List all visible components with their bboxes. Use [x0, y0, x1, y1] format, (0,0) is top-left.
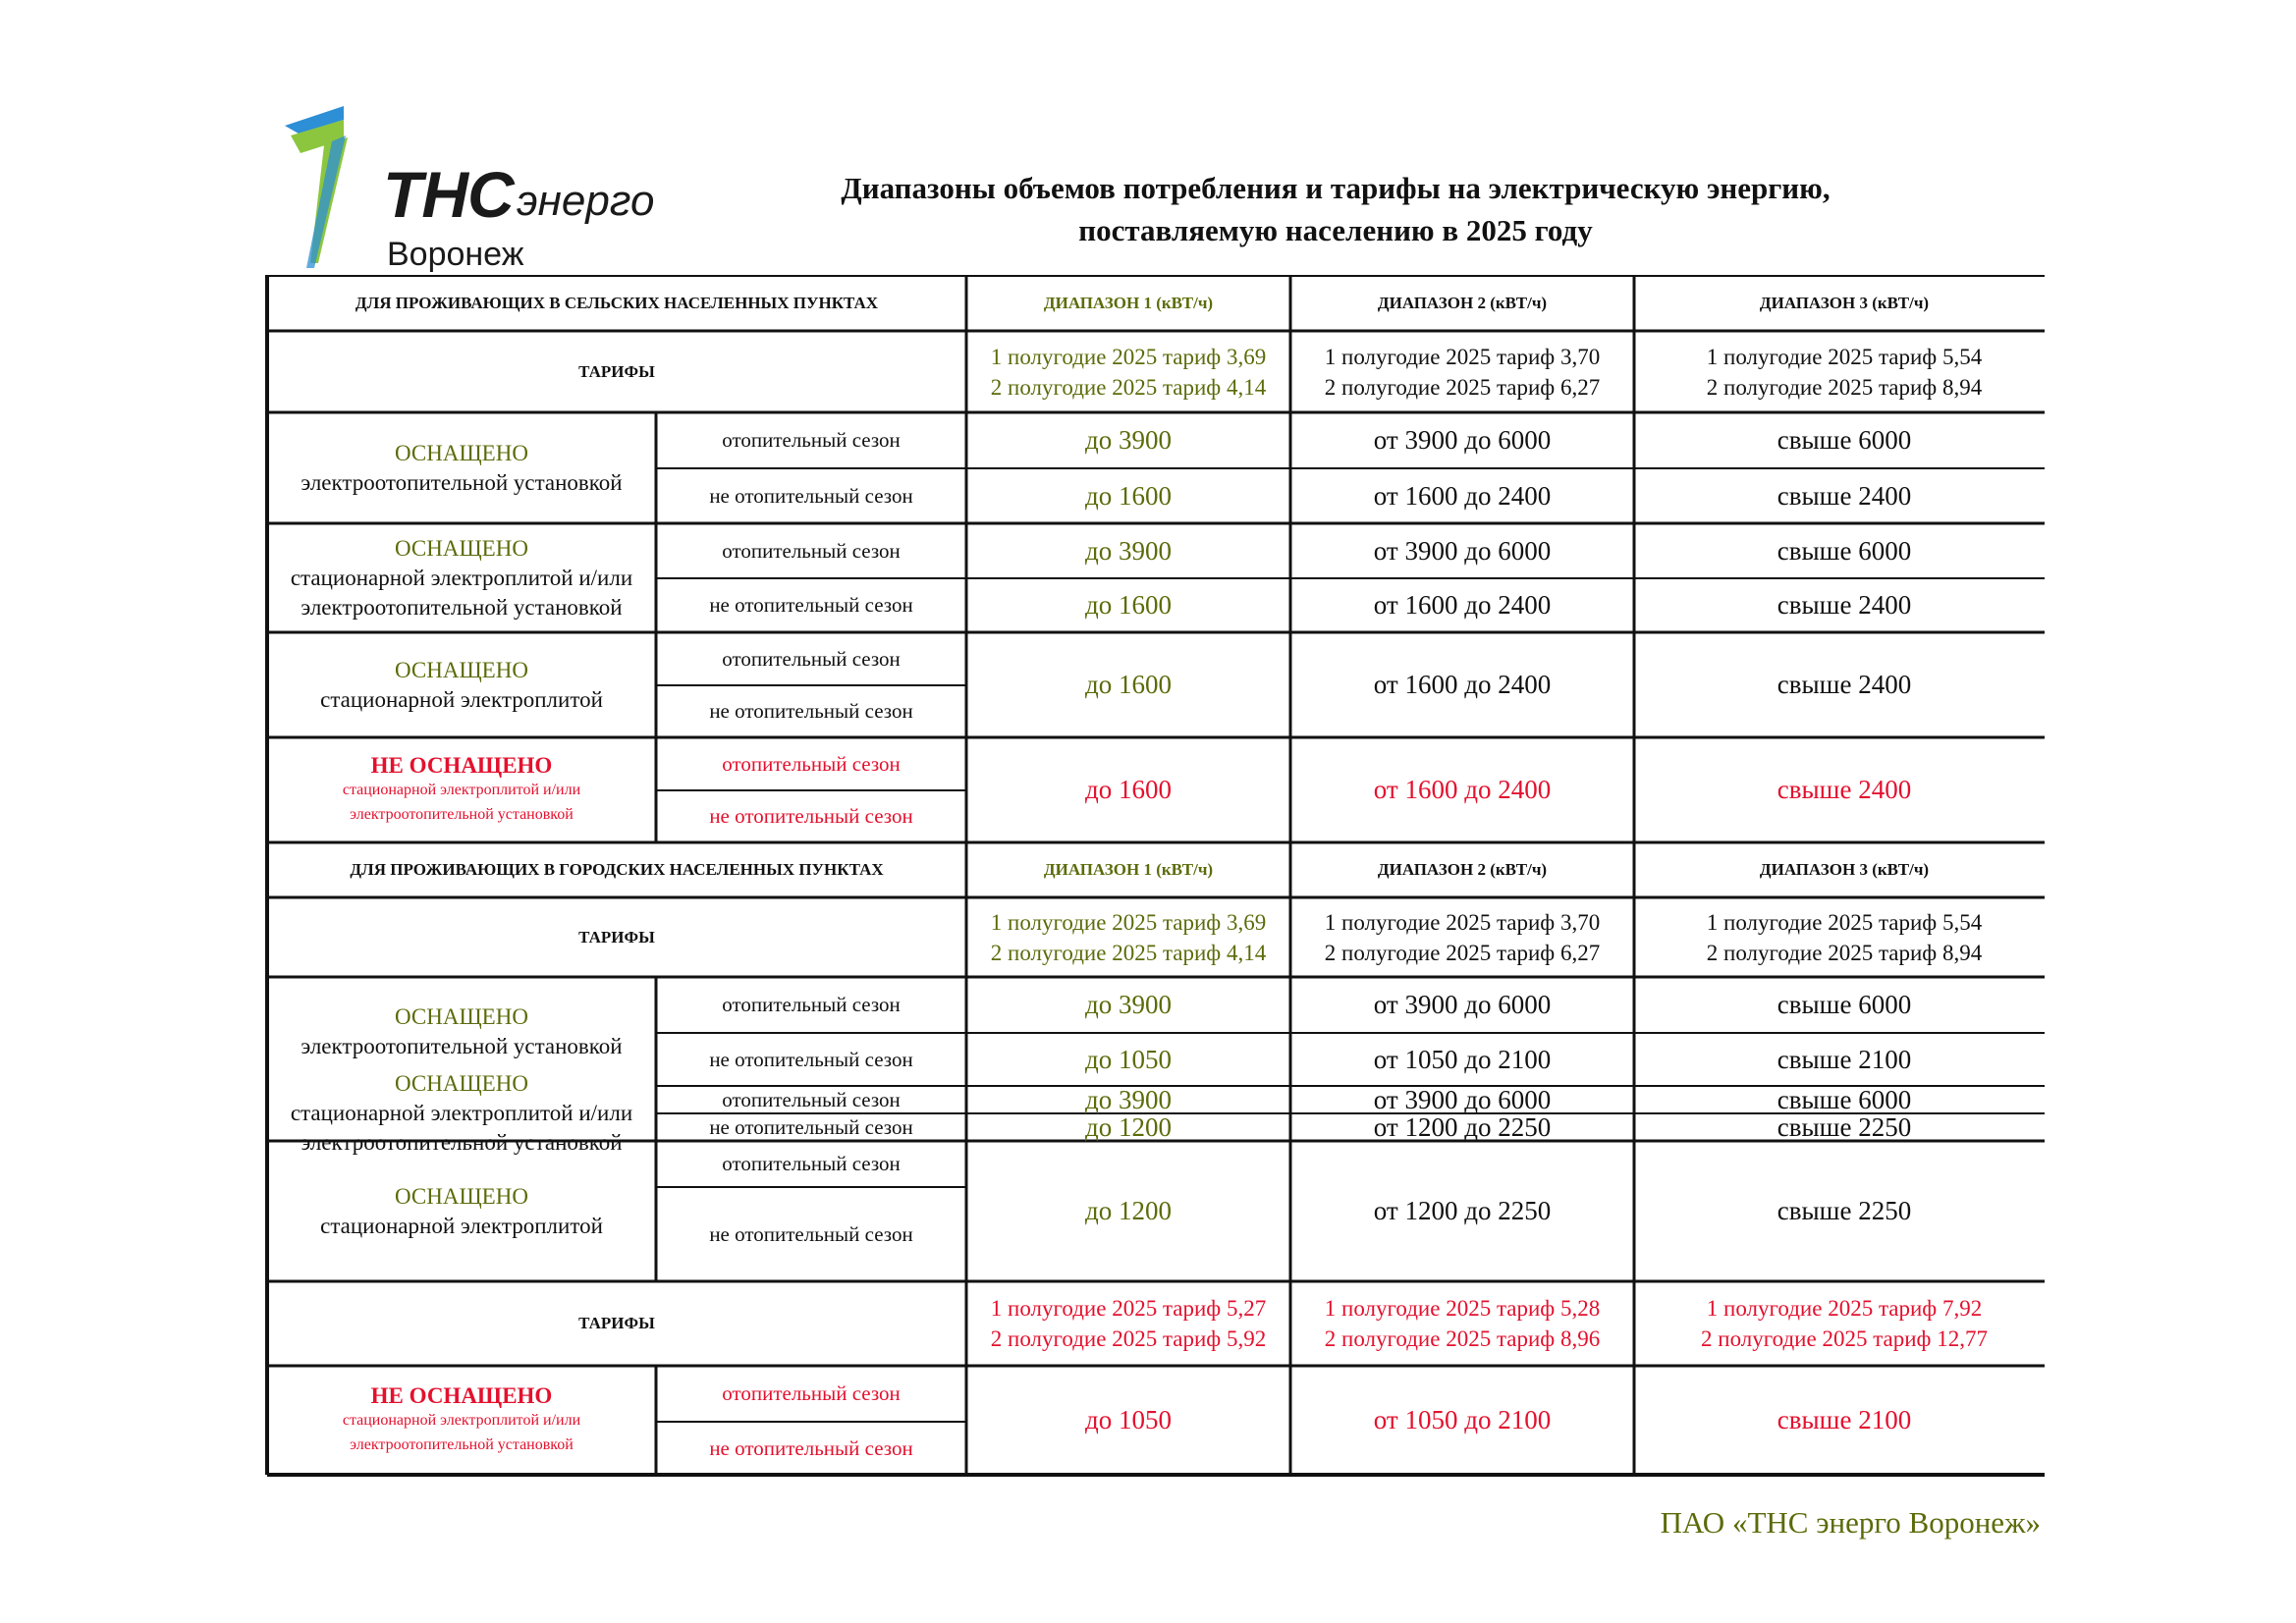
rural-value-1-0-1: [966, 523, 1290, 578]
rural-value-0-0-1: [966, 412, 1290, 468]
page-title-line-1: Диапазоны объемов потребления и тарифы на электрическую энергию,: [841, 171, 1831, 205]
urban-value-2-2: [1290, 1141, 1634, 1281]
urban-season-2-1: [656, 1187, 966, 1281]
urban-value-0-0-1: [966, 977, 1290, 1033]
rural-value-text-2-1: до 1600: [1085, 670, 1172, 699]
urban-value-text-1-1-3: свыше 2250: [1777, 1111, 1912, 1142]
urban-category-desc-1-1: электроотопительной установкой: [301, 1130, 623, 1155]
rural-value-text-0-1-2: от 1600 до 2400: [1373, 480, 1552, 511]
urban-section-header: [267, 842, 966, 897]
urban-value-text-9-2: от 1050 до 2100: [1373, 1405, 1552, 1434]
rural-range-header-3: [1634, 275, 2054, 331]
rural-range-header-text-1: ДИАПАЗОН 1 (кВТ/ч): [1043, 293, 1214, 312]
urban-season-1-0: [656, 1086, 966, 1113]
urban-value-text-2-2: от 1200 до 2250: [1373, 1196, 1552, 1225]
urban2-tariffs-label-text: ТАРИФЫ: [578, 1314, 655, 1332]
urban-value-9-1: [966, 1366, 1290, 1475]
rural-value-2-2: [1290, 632, 1634, 737]
rural-value-text-0-0-3: свыше 6000: [1777, 425, 1912, 455]
rural-value-text-1-1-3: свыше 2400: [1777, 590, 1912, 620]
urban-tariff-h1-range-1: 1 полугодие 2025 тариф 3,69: [990, 909, 1267, 935]
urban-category-9: [267, 1366, 656, 1475]
urban-season-text-9-0: отопительный сезон: [722, 1381, 901, 1405]
rural-season-text-3-1: не отопительный сезон: [709, 804, 913, 828]
tariff-table: [257, 275, 2045, 1485]
urban-season-text-2-0: отопительный сезон: [722, 1152, 901, 1175]
rural-value-1-0-3: [1634, 523, 2054, 578]
urban-value-1-1-1: [966, 1113, 1290, 1141]
urban-range-header-text-1: ДИАПАЗОН 1 (кВТ/ч): [1043, 860, 1214, 879]
rural-value-text-0-1-1: до 1600: [1085, 480, 1172, 511]
rural-section-header-text: ДЛЯ ПРОЖИВАЮЩИХ В СЕЛЬСКИХ НАСЕЛЕННЫХ ПУНКТАХ: [355, 293, 879, 312]
urban-value-text-0-1-3: свыше 2100: [1777, 1044, 1912, 1074]
rural-tariff-range-1: [966, 331, 1290, 412]
footer-company-name: ПАО «ТНС энерго Воронеж»: [1660, 1505, 2041, 1540]
urban-tariff-h2-range-1: 2 полугодие 2025 тариф 4,14: [990, 940, 1267, 965]
rural-season-text-1-1: не отопительный сезон: [709, 593, 913, 617]
urban-value-0-1-2: [1290, 1033, 1634, 1086]
rural-value-0-0-2: [1290, 412, 1634, 468]
urban-value-text-9-1: до 1050: [1085, 1405, 1172, 1434]
rural-value-text-2-2: от 1600 до 2400: [1373, 670, 1552, 699]
urban-category-desc-1-0: стационарной электроплитой и/или: [290, 1101, 633, 1125]
rural-tariff-range-3: [1634, 331, 2054, 412]
urban-season-text-9-1: не отопительный сезон: [709, 1435, 913, 1460]
urban-tariff-h2-range-3: 2 полугодие 2025 тариф 8,94: [1706, 940, 1983, 965]
rural-category-status-3: НЕ ОСНАЩЕНО: [370, 753, 553, 778]
urban-value-0-0-2: [1290, 977, 1634, 1033]
rural-value-text-1-1-2: от 1600 до 2400: [1373, 590, 1552, 620]
rural-category-desc-2-0: стационарной электроплитой: [320, 686, 603, 712]
urban-value-0-1-1: [966, 1033, 1290, 1086]
rural-section-header: [267, 275, 966, 331]
logo-text-energo: энерго: [517, 177, 655, 225]
logo-text-tns: ТНС: [383, 158, 514, 231]
rural-season-text-2-0: отопительный сезон: [722, 646, 901, 671]
urban-value-1-1-3: [1634, 1113, 2054, 1141]
urban-value-text-0-0-2: от 3900 до 6000: [1373, 990, 1552, 1019]
rural-value-3-3: [1634, 737, 2054, 842]
rural-value-1-1-1: [966, 578, 1290, 632]
rural-season-2-0: [656, 632, 966, 685]
rural-category-desc-1-0: стационарной электроплитой и/или: [290, 565, 633, 590]
rural-value-0-1-2: [1290, 468, 1634, 523]
urban2-tariff-h2-range-2: 2 полугодие 2025 тариф 8,96: [1324, 1326, 1601, 1351]
urban-category-status-9: НЕ ОСНАЩЕНО: [370, 1383, 553, 1408]
urban-value-1-0-3: [1634, 1086, 2054, 1113]
rural-value-1-0-2: [1290, 523, 1634, 578]
urban-season-2-0: [656, 1141, 966, 1187]
urban-season-text-2-1: не отопительный сезон: [709, 1221, 913, 1246]
rural-value-0-1-3: [1634, 468, 2054, 523]
rural-value-1-1-3: [1634, 578, 2054, 632]
page-title: [766, 167, 1905, 251]
urban-category-desc-9-1: электроотопительной установкой: [350, 1436, 574, 1453]
urban-section-header-text: ДЛЯ ПРОЖИВАЮЩИХ В ГОРОДСКИХ НАСЕЛЕННЫХ ПУНКТАХ: [350, 860, 884, 879]
urban-value-2-3: [1634, 1141, 2054, 1281]
urban-category-desc-9-0: стационарной электроплитой и/или: [342, 1412, 581, 1429]
page-title-line-2: поставляемую населению в 2025 году: [1078, 213, 1593, 247]
rural-range-header-1: [966, 275, 1290, 331]
urban2-tariff-h2-range-1: 2 полугодие 2025 тариф 5,92: [990, 1326, 1267, 1351]
rural-category-2: [267, 632, 656, 737]
rural-tariffs-label-text: ТАРИФЫ: [578, 361, 655, 381]
urban-value-1-0-1: [966, 1086, 1290, 1113]
rural-tariff-h2-range-2: 2 полугодие 2025 тариф 6,27: [1324, 374, 1601, 400]
logo-text-city: Воронеж: [387, 236, 524, 273]
rural-season-text-0-0: отопительный сезон: [722, 428, 901, 452]
rural-category-desc-1-1: электроотопительной установкой: [301, 594, 623, 620]
urban-value-text-1-0-2: от 3900 до 6000: [1373, 1084, 1552, 1114]
rural-category-3: [267, 737, 656, 842]
urban2-tariff-range-1: [966, 1281, 1290, 1366]
rural-tariffs-label: [267, 331, 966, 412]
rural-season-3-1: [656, 790, 966, 842]
urban2-tariff-range-2: [1290, 1281, 1634, 1366]
urban-category-desc-0-0: электроотопительной установкой: [301, 1033, 623, 1058]
rural-season-1-0: [656, 523, 966, 578]
urban-value-text-0-0-1: до 3900: [1085, 990, 1172, 1019]
urban-tariff-range-1: [966, 897, 1290, 977]
rural-season-3-0: [656, 737, 966, 790]
urban-category-status-0: ОСНАЩЕНО: [395, 1003, 528, 1029]
urban-value-0-0-3: [1634, 977, 2054, 1033]
urban-category-status-2: ОСНАЩЕНО: [395, 1183, 528, 1209]
urban-range-header-2: [1290, 842, 1634, 897]
rural-season-0-1: [656, 468, 966, 523]
rural-category-desc-0-0: электроотопительной установкой: [301, 469, 623, 495]
urban-value-text-0-1-1: до 1050: [1085, 1044, 1172, 1074]
rural-tariff-h1-range-2: 1 полугодие 2025 тариф 3,70: [1324, 344, 1601, 369]
rural-tariff-h1-range-1: 1 полугодие 2025 тариф 3,69: [990, 344, 1267, 369]
rural-value-text-1-1-1: до 1600: [1085, 590, 1172, 620]
urban-value-9-3: [1634, 1366, 2054, 1475]
urban-tariff-range-2: [1290, 897, 1634, 977]
rural-category-0: [267, 412, 656, 523]
rural-range-header-text-3: ДИАПАЗОН 3 (кВТ/ч): [1759, 293, 1930, 312]
urban-value-9-2: [1290, 1366, 1634, 1475]
rural-value-text-1-0-3: свыше 6000: [1777, 535, 1912, 566]
rural-value-2-3: [1634, 632, 2054, 737]
rural-value-3-1: [966, 737, 1290, 842]
urban-season-text-0-0: отопительный сезон: [722, 993, 901, 1016]
urban-value-text-0-0-3: свыше 6000: [1777, 990, 1912, 1019]
rural-value-text-2-3: свыше 2400: [1777, 670, 1912, 699]
urban-season-text-0-1: не отопительный сезон: [709, 1047, 913, 1071]
rural-tariff-range-2: [1290, 331, 1634, 412]
rural-season-2-1: [656, 685, 966, 737]
urban-value-text-9-3: свыше 2100: [1777, 1405, 1912, 1434]
rural-category-status-0: ОСНАЩЕНО: [395, 440, 528, 465]
urban2-tariff-h1-range-2: 1 полугодие 2025 тариф 5,28: [1324, 1296, 1601, 1321]
urban2-tariff-h1-range-3: 1 полугодие 2025 тариф 7,92: [1706, 1296, 1983, 1321]
rural-value-1-1-2: [1290, 578, 1634, 632]
urban-value-2-1: [966, 1141, 1290, 1281]
urban-category-1: [267, 1071, 656, 1155]
rural-tariff-h2-range-1: 2 полугодие 2025 тариф 4,14: [990, 374, 1267, 400]
urban2-tariff-range-3: [1634, 1281, 2054, 1366]
urban-tariff-range-3: [1634, 897, 2054, 977]
urban-season-1-1: [656, 1113, 966, 1141]
rural-tariff-h2-range-3: 2 полугодие 2025 тариф 8,94: [1706, 374, 1983, 400]
rural-range-header-2: [1290, 275, 1634, 331]
rural-season-0-0: [656, 412, 966, 468]
rural-value-text-3-1: до 1600: [1085, 775, 1172, 804]
rural-tariff-h1-range-3: 1 полугодие 2025 тариф 5,54: [1706, 344, 1983, 369]
urban-tariffs-label: [267, 897, 966, 977]
rural-value-text-0-0-2: от 3900 до 6000: [1373, 425, 1552, 455]
urban-range-header-1: [966, 842, 1290, 897]
rural-category-status-1: ОСНАЩЕНО: [395, 535, 528, 561]
urban-range-header-text-3: ДИАПАЗОН 3 (кВТ/ч): [1759, 860, 1930, 879]
urban-value-text-0-1-2: от 1050 до 2100: [1373, 1044, 1552, 1074]
rural-category-desc-3-1: электроотопительной установкой: [350, 806, 574, 823]
urban-value-0-1-3: [1634, 1033, 2054, 1086]
rural-value-0-1-1: [966, 468, 1290, 523]
urban-season-0-0: [656, 977, 966, 1033]
urban-value-text-1-1-2: от 1200 до 2250: [1373, 1111, 1552, 1142]
rural-category-status-2: ОСНАЩЕНО: [395, 657, 528, 682]
urban-range-header-text-2: ДИАПАЗОН 2 (кВТ/ч): [1377, 860, 1548, 879]
rural-season-1-1: [656, 578, 966, 632]
rural-value-text-1-0-2: от 3900 до 6000: [1373, 535, 1552, 566]
rural-category-desc-3-0: стационарной электроплитой и/или: [342, 782, 581, 798]
urban-tariff-h1-range-2: 1 полугодие 2025 тариф 3,70: [1324, 909, 1601, 935]
urban-season-9-1: [656, 1422, 966, 1475]
urban-season-9-0: [656, 1366, 966, 1422]
urban-category-desc-2-0: стационарной электроплитой: [320, 1213, 603, 1238]
urban-tariff-h1-range-3: 1 полугодие 2025 тариф 5,54: [1706, 909, 1983, 935]
urban-value-text-1-0-3: свыше 6000: [1777, 1084, 1912, 1114]
urban-value-text-2-3: свыше 2250: [1777, 1196, 1912, 1225]
rural-season-text-2-1: не отопительный сезон: [709, 699, 913, 723]
rural-season-text-0-1: не отопительный сезон: [709, 483, 913, 508]
urban2-tariffs-label: [267, 1281, 966, 1366]
urban2-tariff-h2-range-3: 2 полугодие 2025 тариф 12,77: [1701, 1326, 1988, 1351]
rural-value-text-0-1-3: свыше 2400: [1777, 480, 1912, 511]
urban-value-text-2-1: до 1200: [1085, 1196, 1172, 1225]
urban-value-1-0-2: [1290, 1086, 1634, 1113]
rural-value-text-3-2: от 1600 до 2400: [1373, 775, 1552, 804]
rural-value-0-0-3: [1634, 412, 2054, 468]
rural-value-text-1-0-1: до 3900: [1085, 535, 1172, 566]
rural-value-text-3-3: свыше 2400: [1777, 775, 1912, 804]
urban-value-text-1-0-1: до 3900: [1085, 1084, 1172, 1114]
urban-season-text-1-1: не отопительный сезон: [709, 1114, 913, 1139]
urban-season-0-1: [656, 1033, 966, 1086]
urban-category-status-1: ОСНАЩЕНО: [395, 1071, 528, 1096]
urban-tariff-h2-range-2: 2 полугодие 2025 тариф 6,27: [1324, 940, 1601, 965]
logo-mark-icon: [285, 106, 383, 273]
urban-season-text-1-0: отопительный сезон: [722, 1087, 901, 1111]
rural-value-3-2: [1290, 737, 1634, 842]
rural-value-text-0-0-1: до 3900: [1085, 425, 1172, 455]
urban-category-2: [267, 1141, 656, 1281]
rural-season-text-3-0: отопительный сезон: [722, 751, 901, 776]
urban-range-header-3: [1634, 842, 2054, 897]
urban-tariffs-label-text: ТАРИФЫ: [578, 927, 655, 947]
rural-value-2-1: [966, 632, 1290, 737]
rural-season-text-1-0: отопительный сезон: [722, 538, 901, 563]
urban2-tariff-h1-range-1: 1 полугодие 2025 тариф 5,27: [990, 1296, 1267, 1321]
urban-value-1-1-2: [1290, 1113, 1634, 1141]
urban-value-text-1-1-1: до 1200: [1085, 1111, 1172, 1142]
rural-category-1: [267, 523, 656, 632]
rural-range-header-text-2: ДИАПАЗОН 2 (кВТ/ч): [1377, 293, 1548, 312]
company-logo: [285, 106, 717, 273]
